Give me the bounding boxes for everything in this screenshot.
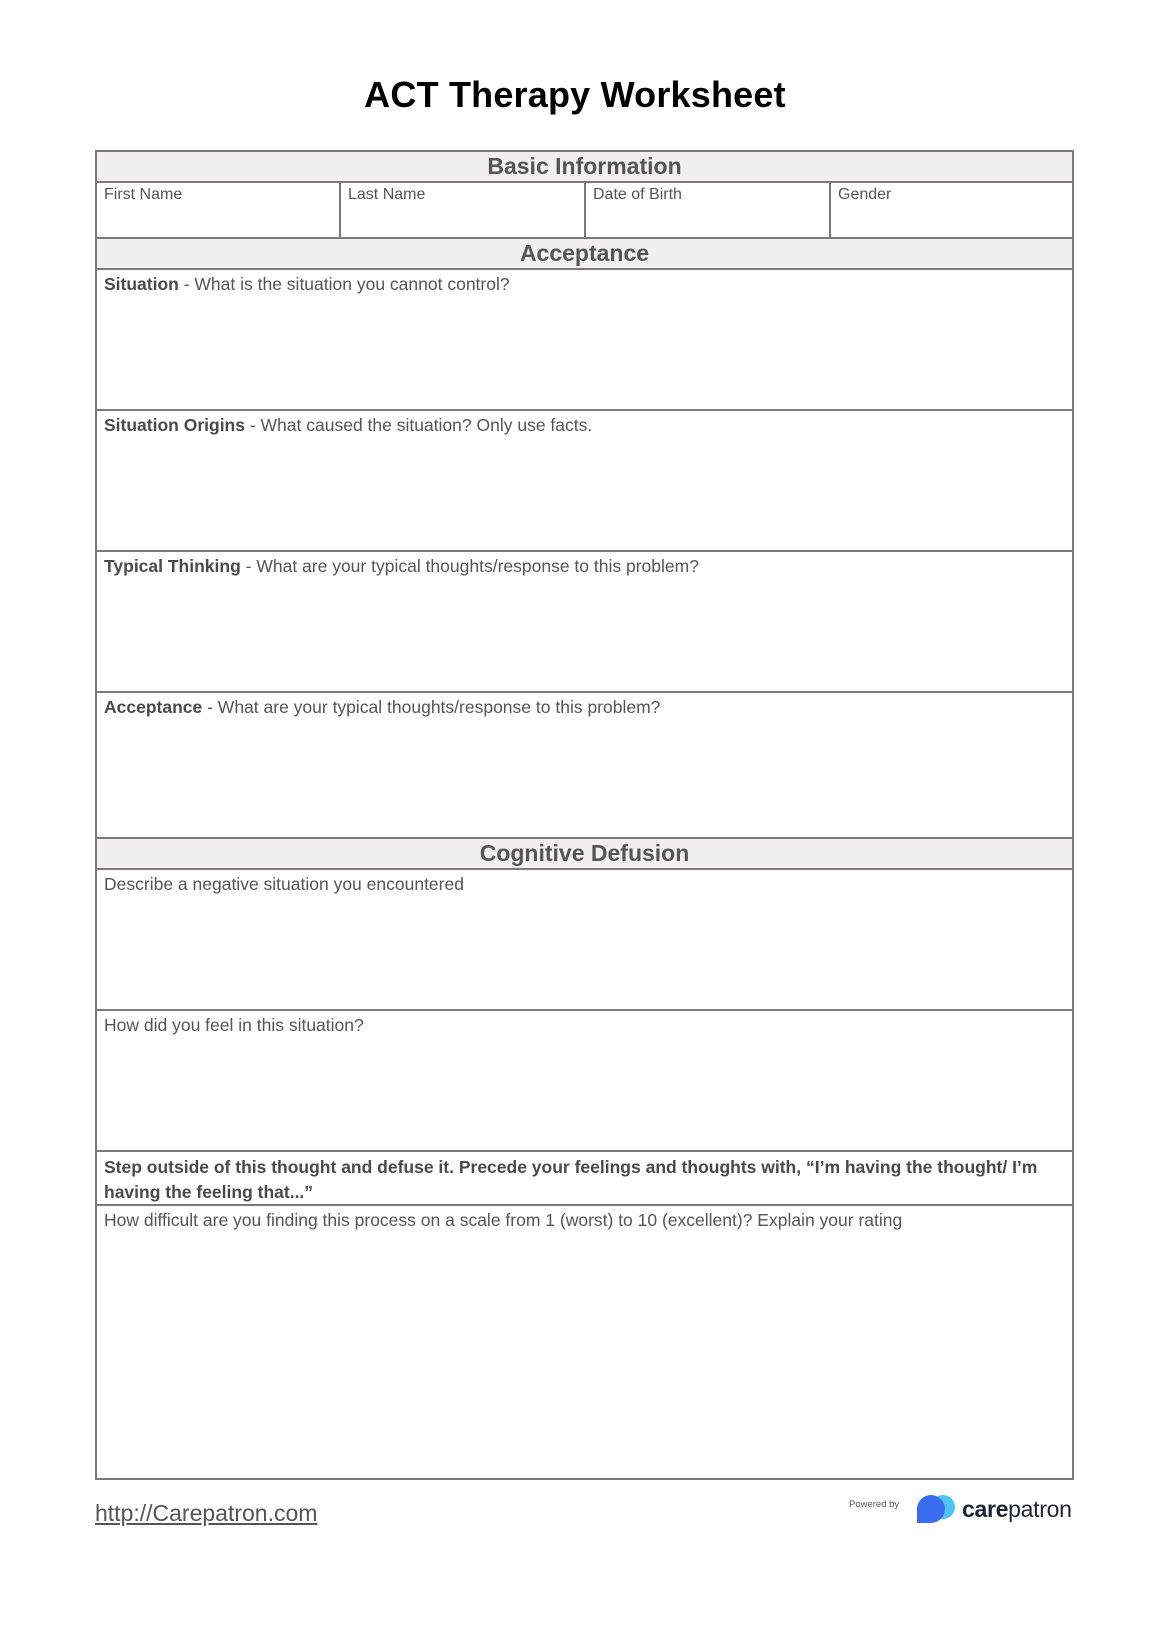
negative-situation-field[interactable] xyxy=(97,870,1072,1011)
prompt-label: Situation xyxy=(104,274,179,294)
prompt-label: Situation Origins xyxy=(104,415,245,435)
field-label: Last Name xyxy=(348,186,426,203)
brand-name-rest: patron xyxy=(1008,1496,1072,1522)
powered-by-text: Powered by xyxy=(849,1499,900,1510)
section-header-basic-information xyxy=(97,152,1072,183)
section-header-acceptance xyxy=(97,239,1072,270)
situation-field[interactable] xyxy=(97,270,1072,411)
field-label: Date of Birth xyxy=(593,186,682,203)
date-of-birth-field[interactable] xyxy=(586,183,831,237)
instruction-text: Step outside of this thought and defuse it. Precede your feelings and thoughts with, “I’m having the thought/ I’m having the feeling that...” xyxy=(104,1157,1038,1202)
field-label: Gender xyxy=(838,186,892,203)
carepatron-logo-icon xyxy=(913,1493,961,1527)
basic-information-row xyxy=(97,183,1072,239)
prompt-text: - What are your typical thoughts/response to this problem? xyxy=(240,556,699,576)
worksheet-form xyxy=(95,150,1074,1480)
prompt-label: Acceptance xyxy=(104,697,203,717)
typical-thinking-field[interactable] xyxy=(97,552,1072,693)
prompt-text: Describe a negative situation you encountered xyxy=(104,874,464,894)
prompt-text: - What is the situation you cannot control? xyxy=(178,274,510,294)
brand-badge xyxy=(849,1491,1077,1531)
gender-field[interactable] xyxy=(831,183,1072,237)
carepatron-link[interactable]: http://Carepatron.com xyxy=(95,1500,318,1526)
section-title: Basic Information xyxy=(487,153,682,179)
difficulty-rating-field[interactable] xyxy=(97,1206,1072,1478)
feelings-field[interactable] xyxy=(97,1011,1072,1152)
brand-name-strong: care xyxy=(962,1496,1009,1522)
last-name-field[interactable] xyxy=(341,183,586,237)
prompt-text: - What caused the situation? Only use facts. xyxy=(244,415,593,435)
section-title: Cognitive Defusion xyxy=(479,840,690,866)
defusion-instruction xyxy=(97,1152,1072,1206)
prompt-label: Typical Thinking xyxy=(104,556,241,576)
section-title: Acceptance xyxy=(519,240,650,266)
prompt-text: How difficult are you finding this process on a scale from 1 (worst) to 10 (excellent)? Explain your rating xyxy=(104,1210,903,1230)
first-name-field[interactable] xyxy=(97,183,341,237)
situation-origins-field[interactable] xyxy=(97,411,1072,552)
brand-name xyxy=(962,1496,1072,1523)
page-title: ACT Therapy Worksheet xyxy=(364,74,786,115)
prompt-text: - What are your typical thoughts/response to this problem? xyxy=(202,697,661,717)
field-label: First Name xyxy=(104,186,183,203)
prompt-text: How did you feel in this situation? xyxy=(104,1015,364,1035)
section-header-cognitive-defusion xyxy=(97,839,1072,870)
acceptance-field[interactable] xyxy=(97,693,1072,839)
